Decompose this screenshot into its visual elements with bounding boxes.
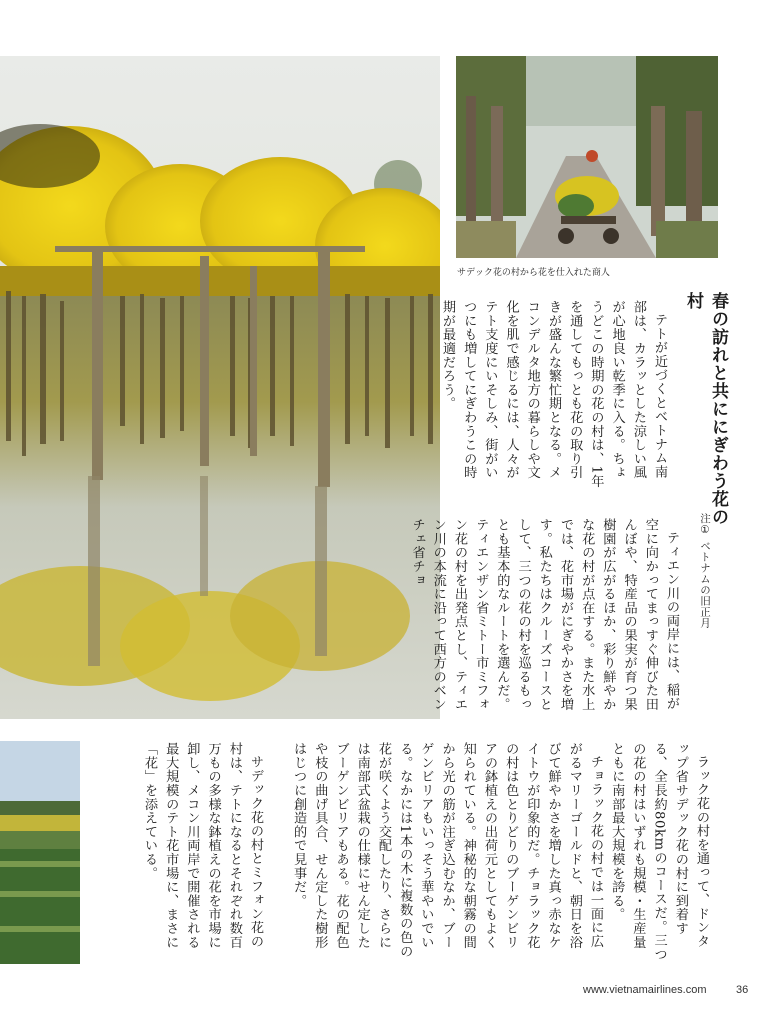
section2-body: ティエン川の両岸には、稲が空に向かってまっすぐ伸びた田んぼや、特産品の果実が育つ果樹園が広がるほか、彩り鮮やかな花の村が点在する。また水上では、花市場がにぎやかさを増す。私たちはクルーズコースとして、三つの花の村を巡るもっとも基本的なルートを選んだ。ティエンザン省ミトー市ミフォン花の村を出発点とし、ティエン川の本流に沿って西方のベンチェ省チョ	[409, 518, 679, 712]
section1-heading: 春の訪れと共ににぎわう花の村	[683, 292, 728, 526]
cart-photo-caption: サデック花の村から花を仕入れた商人	[457, 268, 610, 278]
footer-url: www.vietnamairlines.com	[583, 984, 707, 996]
section3-body-3: サデック花の村とミフォン花の村は、テトになるとそれぞれ数百万もの多様な鉢植えの花を市場に卸し、メコン川両岸で開催される最大規模のテト花市場に、まさに「花」を添えている。	[141, 742, 263, 949]
section3-body-2: チョラック花の村では一面に広がるマリーゴールドと、朝日を浴びて鮮やかさを増した真っ赤なケイトウが印象的だ。チョラック花の村は色とりどりのブーゲンビリアの鉢植えの出荷元としてもよく知られている。神秘的な朝霧の間から光の筋が注ぎ込むなか、ブーゲンビリアもいっそう華やいでいる。なかには1本の木に複数の色の花が咲くよう交配したり、さらには南部式盆栽の仕様にせん定したブーゲンビリアもある。花の配色や枝の曲げ具合、せん定した樹形はじつに創造的で見事だ。	[291, 742, 603, 958]
section2-note: 注① ベトナムの旧正月	[699, 513, 711, 629]
section1-body: テトが近づくとベトナム南部は、カラッとした涼しい風が心地良い乾季に入る。ちょうどこの時期の花の村は、1年を通してもっとも花の取り引きが盛んな繁忙期となる。メコンデルタ地方の暮らしや文化を肌で感じるには、人々がテト支度にいそしみ、街がいつにも増してにぎわうこの時期が最適だろう。	[439, 300, 667, 489]
section3-body-1: ラック花の村を通って、ドンタップ省サデック花の村に到着する、全長約80kmのコースだ。三つの花の村はいずれも規模・生産量ともに南部最大規模を誇る。	[609, 742, 709, 962]
cart-photo	[456, 56, 718, 258]
page-number: 36	[736, 984, 749, 996]
fields-photo	[0, 741, 80, 964]
main-photo	[0, 56, 440, 719]
